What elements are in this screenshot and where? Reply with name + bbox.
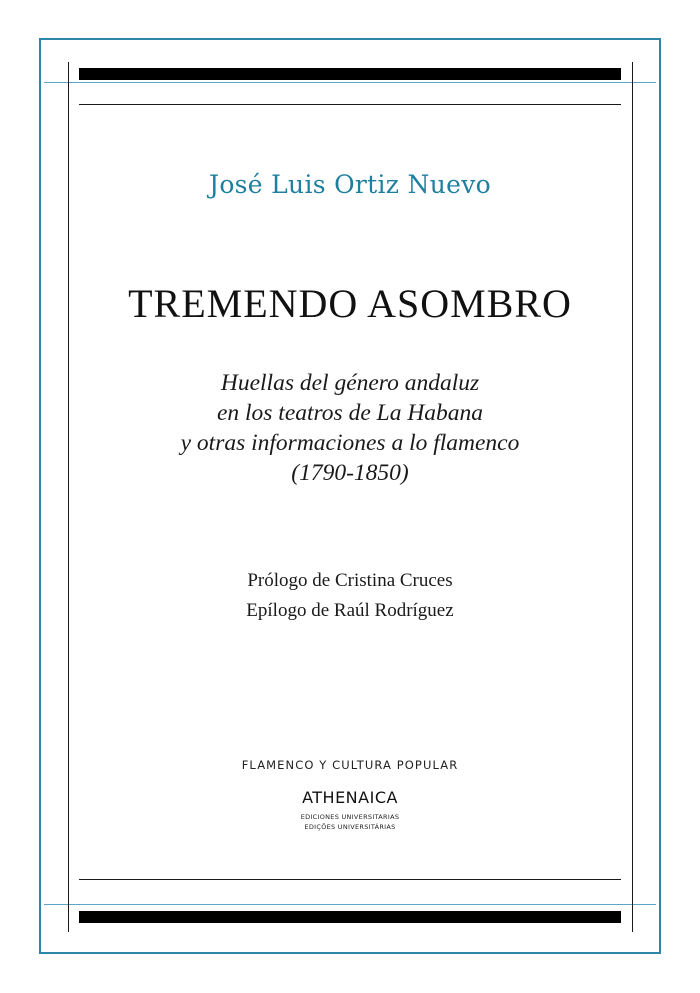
top-guide-line <box>44 82 656 83</box>
top-thin-rule <box>79 104 621 105</box>
collection-name: FLAMENCO Y CULTURA POPULAR <box>241 758 459 772</box>
publisher-subtitle-es: EDICIONES UNIVERSITARIAS <box>300 813 400 821</box>
prologue-credit: Prólogo de Cristina Cruces <box>247 570 453 591</box>
bottom-thin-rule <box>79 879 621 880</box>
book-title: TREMENDO ASOMBRO <box>128 281 572 326</box>
publisher-subtitle-pt: EDIÇÕES UNIVERSITÁRIAS <box>304 823 396 831</box>
publisher-logo-name: ATHENAICA <box>302 788 398 807</box>
top-thick-bar <box>79 68 621 80</box>
bottom-guide-line <box>44 904 656 905</box>
subtitle-line: y otras informaciones a lo flamenco <box>180 430 520 456</box>
book-subtitle <box>0 368 700 488</box>
book-credits <box>0 566 700 626</box>
book-author: José Luis Ortiz Nuevo <box>209 170 491 199</box>
subtitle-line: Huellas del género andaluz <box>220 370 480 396</box>
subtitle-dates: (1790-1850) <box>291 460 409 486</box>
subtitle-line: en los teatros de La Habana <box>216 400 484 426</box>
bottom-thick-bar <box>79 911 621 923</box>
epilogue-credit: Epílogo de Raúl Rodríguez <box>246 600 454 621</box>
